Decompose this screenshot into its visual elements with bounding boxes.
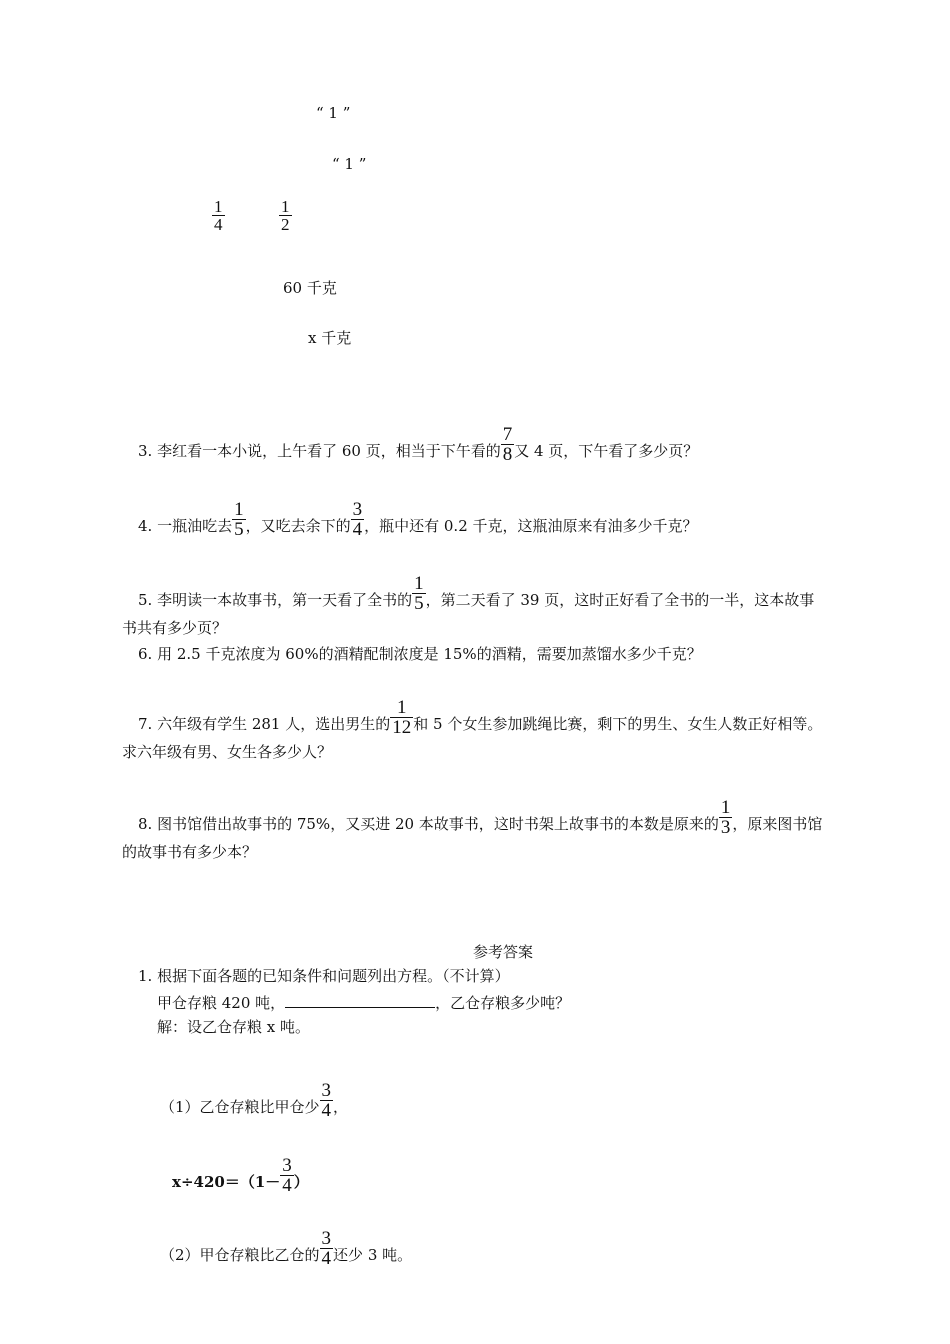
question-4: 4. 一瓶油吃去 $\frac{1}{5}$ ，又吃去余下的 $\frac{3}{4}$ ，瓶中还有 0.2 千克，这瓶油原来有油多少千克？ (138, 499, 698, 540)
diagram-60kg-label: 60 千克 (283, 279, 337, 297)
diagram-xkg-label: x 千克 (308, 329, 352, 347)
answer-part-1: （1）乙仓存粮比甲仓少 $\frac{3}{4}$ ， (160, 1080, 349, 1121)
question-8-continued: 的故事书有多少本？ (122, 843, 258, 861)
answer-1-problem: 甲仓存粮 420 吨， ，乙仓存粮多少吨？ (157, 994, 571, 1012)
unit-one-label-a: “ 1 ” (316, 104, 351, 122)
question-3: 3. 李红看一本小说，上午看了 60 页，相当于下午看的 $\frac{7}{8}$ 又 4 页，下午看了多少页？ (138, 424, 699, 465)
answer-part-2: （2）甲仓存粮比乙仓的 $\frac{3}{4}$ 还少 3 吨。 (160, 1228, 413, 1269)
answers-title: 参考答案 (473, 943, 534, 961)
question-6: 6. 用 2.5 千克浓度为 60%的酒精配制浓度是 15%的酒精，需要加蒸馏水多少千克？ (138, 645, 702, 663)
question-8: 8. 图书馆借出故事书的 75%，又买进 20 本故事书，这时书架上故事书的本数是原来的 $\frac{1}{3}$ ，原来图书馆 (138, 797, 823, 838)
unit-one-label-b: “ 1 ” (332, 155, 367, 173)
question-5: 5. 李明读一本故事书，第一天看了全书的 $\frac{1}{5}$ ，第二天看了 39 页，这时正好看了全书的一半，这本故事 (138, 573, 815, 614)
answer-equation-1: x÷420＝（1－ $\frac{3}{4}$ ） (172, 1155, 309, 1196)
answer-blank (285, 992, 435, 1008)
answer-1-setup: 解：设乙仓存粮 x 吨。 (157, 1018, 310, 1036)
question-7-continued: 求六年级有男、女生各多少人？ (122, 743, 333, 761)
diagram-fraction-half: $\frac{1}{2}$ (281, 197, 290, 234)
diagram-fraction-quarter: $\frac{1}{4}$ (214, 197, 223, 234)
question-5-continued: 书共有多少页？ (122, 619, 228, 637)
question-7: 7. 六年级有学生 281 人，选出男生的 $\frac{1}{12}$ 和 5 个女生参加跳绳比赛，剩下的男生、女生人数正好相等。 (138, 697, 823, 738)
answer-1-heading: 1. 根据下面各题的已知条件和问题列出方程。（不计算） (138, 967, 510, 985)
